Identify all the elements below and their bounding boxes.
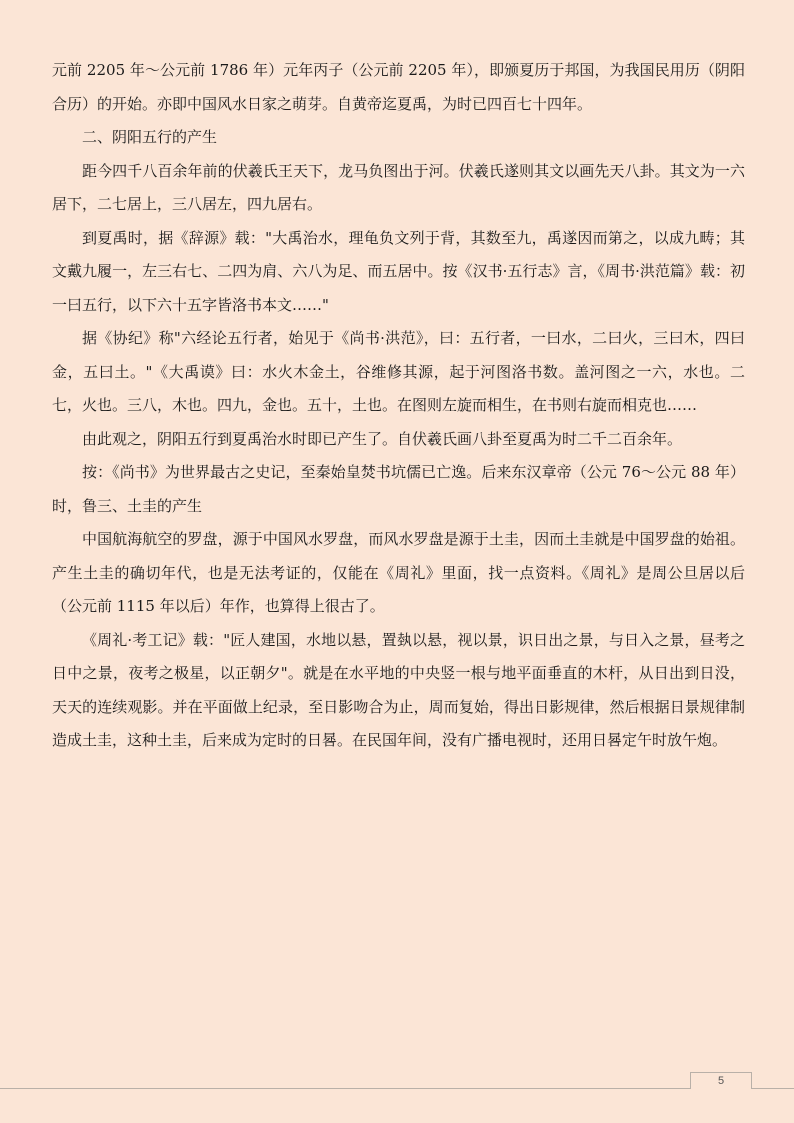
paragraph-1: 元前 2205 年～公元前 1786 年）元年丙子（公元前 2205 年），即颁夏历于邦国，为我国民用历（阴阳合历）的开始。亦即中国风水日家之萌芽。自黄帝迄夏禹，为时已四百七十四年。 — [52, 61, 745, 113]
page-number: 5 — [690, 1072, 752, 1089]
paragraph-6: 由此观之，阴阳五行到夏禹治水时即已产生了。自伏羲氏画八卦至夏禹为时二千二百余年。 — [82, 429, 683, 448]
paragraph-3: 距今四千八百余年前的伏羲氏王天下，龙马负图出于河。伏羲氏遂则其文以画先天八卦。其文为一六居下，二七居上，三八居左，四九居右。 — [52, 161, 745, 213]
document-body — [52, 54, 745, 758]
paragraph-9: 《周礼·考工记》载："匠人建国，水地以悬，置埶以悬，视以景，识日出之景，与日入之景，昼考之日中之景，夜考之极星，以正朝夕"。就是在水平地的中央竖一根与地平面垂直的木杆，从日出到日没，天天的连续观影。并在平面做上纪录，至日影吻合为止，周而复始，得出日影规律，然后根据日景规律制造成土圭，这种土圭，后来成为定时的日晷。在民国年间，没有广播电视时，还用日晷定午时放午炮。 — [52, 630, 745, 749]
paragraph-7: 按：《尚书》为世界最古之史记，至秦始皇焚书坑儒已亡逸。后来东汉章帝（公元 76～公元 88 年）时，鲁三、土圭的产生 — [52, 463, 745, 515]
section-heading-yinyang: 二、阴阳五行的产生 — [82, 128, 218, 146]
paragraph-5: 据《协纪》称"六经论五行者，始见于《尚书·洪范》，曰：五行者，一曰水，二曰火，三曰木，四曰金，五曰土。"《大禹谟》曰：水火木金土，谷维修其源，起于河图洛书数。盖河图之一六，水也。二七，火也。三八，木也。四九，金也。五十，土也。在图则左旋而相生，在书则右旋而相克也…… — [52, 329, 745, 414]
paragraph-4: 到夏禹时，据《辞源》载："大禹治水，理龟负文列于背，其数至九，禹遂因而第之，以成九畴；其文戴九履一，左三右七、二四为肩、六八为足、而五居中。按《汉书·五行志》言，《周书·洪范篇》载：初一曰五行，以下六十五字皆洛书本文……" — [52, 228, 745, 314]
paragraph-8: 中国航海航空的罗盘，源于中国风水罗盘，而风水罗盘是源于土圭，因而土圭就是中国罗盘的始祖。产生土圭的确切年代，也是无法考证的，仅能在《周礼》里面，找一点资料。《周礼》是周公旦居以后（公元前 1115 年以后）年作，也算得上很古了。 — [52, 530, 745, 615]
footer-divider — [0, 1088, 794, 1089]
